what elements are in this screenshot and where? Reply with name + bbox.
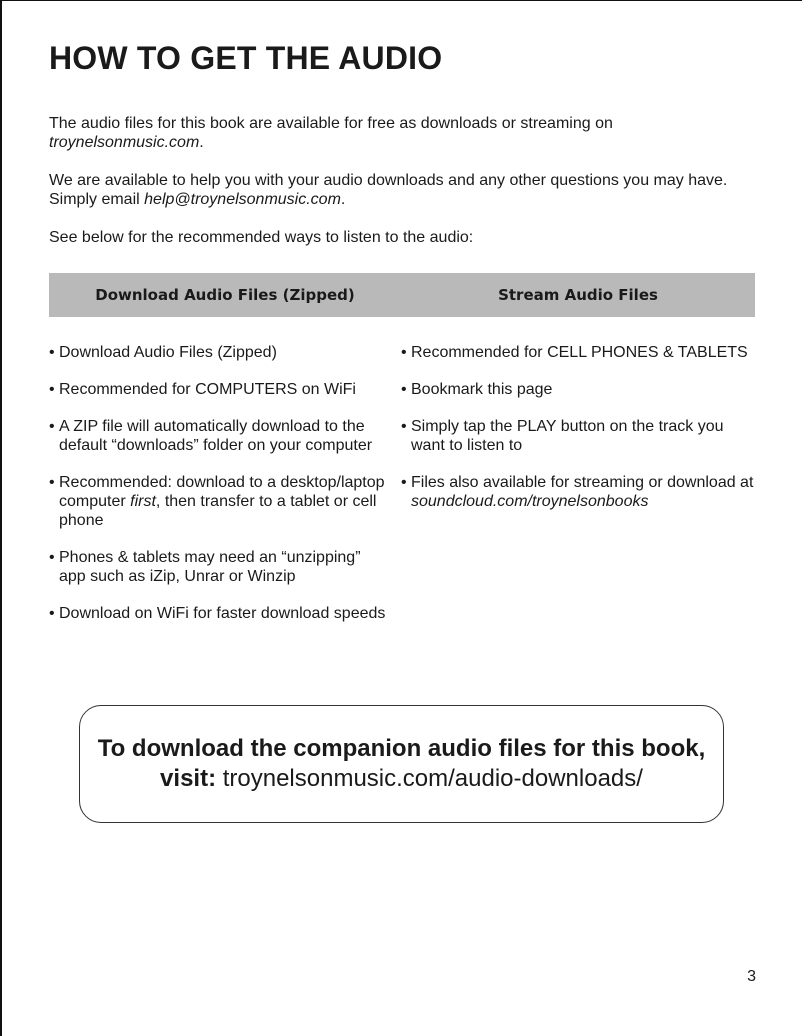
- item-emphasis: first: [130, 493, 156, 510]
- header-download-zipped: Download Audio Files (Zipped): [95, 286, 355, 304]
- help-email-link[interactable]: help@troynelsonmusic.com: [144, 191, 341, 208]
- stream-options-list: [401, 343, 755, 529]
- availability-text: The audio files for this book are available for free as downloads or streaming on: [49, 115, 613, 132]
- list-item: • Simply tap the PLAY button on the track you want to listen to: [401, 417, 755, 455]
- list-item: • Phones & tablets may need an “unzipping” app such as iZip, Unrar or Winzip: [49, 548, 389, 586]
- help-period: .: [340, 191, 346, 208]
- list-item: • Recommended for CELL PHONES & TABLETS: [401, 343, 755, 362]
- item-text: , then transfer to a tablet or cell phone: [59, 493, 377, 529]
- list-item: • A ZIP file will automatically download to the default “downloads” folder on your computer: [49, 417, 389, 455]
- list-item: • Download Audio Files (Zipped): [49, 343, 389, 362]
- website-link[interactable]: troynelsonmusic.com: [49, 134, 200, 151]
- page-number: 3: [747, 968, 756, 985]
- soundcloud-link[interactable]: soundcloud.com/troynelsonbooks: [411, 493, 649, 510]
- callout-visit-label: visit:: [160, 765, 217, 792]
- intro-paragraph-recommend: See below for the recommended ways to listen to the audio:: [49, 229, 474, 246]
- page-title: HOW TO GET THE AUDIO: [49, 40, 443, 76]
- download-options-list: [49, 343, 389, 641]
- list-item: [49, 473, 389, 530]
- availability-period: .: [199, 134, 204, 151]
- list-item: • Bookmark this page: [401, 380, 755, 399]
- audio-downloads-link[interactable]: troynelsonmusic.com/audio-downloads/: [216, 765, 643, 792]
- options-table-header: [49, 273, 755, 317]
- callout-visit-line: [160, 764, 643, 794]
- item-text: Files also available for streaming or download at: [411, 474, 754, 491]
- list-item: • Recommended for COMPUTERS on WiFi: [49, 380, 389, 399]
- help-text: We are available to help you with your audio downloads and any other questions you may have. Simply email: [49, 172, 728, 208]
- callout-heading: To download the companion audio files for this book,: [97, 735, 706, 762]
- download-callout-box: [79, 705, 724, 823]
- intro-paragraph-availability: [49, 114, 769, 152]
- list-item: [401, 473, 755, 511]
- header-stream: Stream Audio Files: [498, 286, 658, 304]
- list-item: • Download on WiFi for faster download speeds: [49, 604, 389, 623]
- intro-paragraph-help: [49, 171, 769, 209]
- item-text: Recommended: download to a desktop/laptop computer: [59, 474, 385, 510]
